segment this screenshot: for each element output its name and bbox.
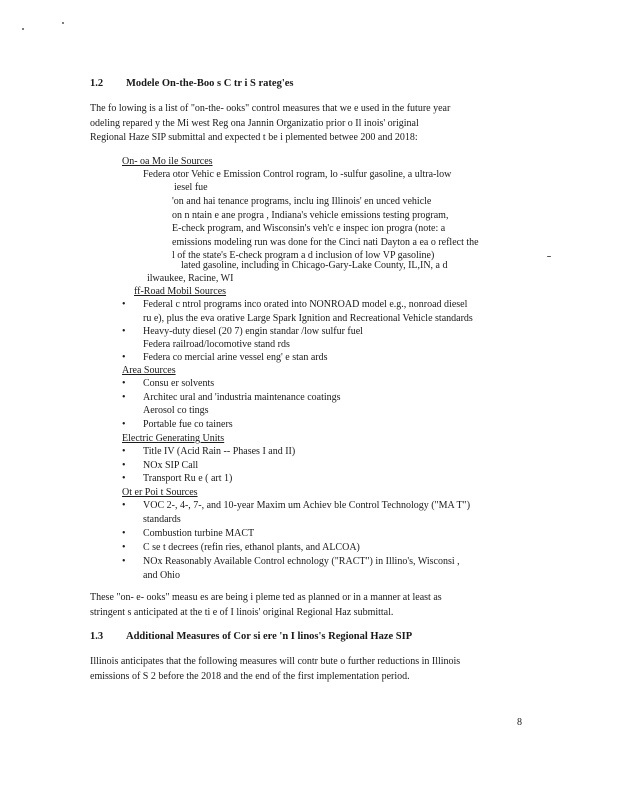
egu-header: Electric Generating Units xyxy=(122,433,225,444)
bullet: • xyxy=(122,542,126,553)
section-number: 1.3 xyxy=(90,631,104,642)
bullet: • xyxy=(122,378,126,389)
onroad-block-rfg xyxy=(181,259,448,273)
page-number: 8 xyxy=(517,717,522,728)
item-line: C se t decrees (refin ries, ethanol plants, and ALCOA) xyxy=(143,542,360,553)
item-line: Federal c ntrol programs inco orated into NONROAD model e.g., nonroad diesel xyxy=(143,299,468,310)
section-heading-1-2 xyxy=(90,78,294,89)
item-line: Transport Ru e ( art 1) xyxy=(143,473,233,484)
paragraph-line: Illinois anticipates that the following measures will contr bute o further reductions in Illinois xyxy=(90,656,461,667)
item-line: NOx SIP Call xyxy=(143,460,199,471)
onroad-block-first xyxy=(143,168,451,182)
bullet: • xyxy=(122,528,126,539)
onroad-line: iesel fue xyxy=(174,182,208,193)
bullet: • xyxy=(122,446,126,457)
bullet: • xyxy=(122,326,126,337)
item-line: ru e), plus the eva orative Large Spark Ignition and Recreational Vehicle standards xyxy=(143,312,473,324)
onroad-block-rest xyxy=(172,195,479,263)
onroad-line: lated gasoline, including in Chicago-Gary-Lake County, IL,IN, a d xyxy=(181,260,448,271)
section-number: 1.2 xyxy=(90,78,104,89)
onroad-line: E-check program, and Wisconsin's veh'c e inspec ion progra (note: a xyxy=(172,223,446,234)
offroad-header: ff-Road Mobil Sources xyxy=(134,286,227,297)
onroad-block-end xyxy=(147,272,233,286)
paragraph-line: Regional Haze SIP submittal and expected t be i plemented betwee 200 and 2018: xyxy=(90,132,418,143)
bullet: • xyxy=(122,460,126,471)
section-title: Modele On-the-Boo s C tr i S rateg'es xyxy=(126,78,294,89)
paragraph-line: emissions of S 2 before the 2018 and the end of the first implementation period. xyxy=(90,670,410,682)
point-header: Ot er Poi t Sources xyxy=(122,487,198,498)
paragraph-line: odeling repared y the Mi west Reg ona Jannin Organizatio prior o Il inois' original xyxy=(90,117,419,129)
item-line: Consu er solvents xyxy=(143,378,215,389)
item-line: Architec ural and 'industria maintenance coatings xyxy=(143,392,341,403)
paragraph-line: These "on- e- ooks" measu es are being i pleme ted as planned or in a manner at least as xyxy=(90,592,442,603)
paragraph-line: The fo lowing is a list of "on-the- ooks" control measures that we e used in the future year xyxy=(90,103,451,114)
scan-speck xyxy=(22,28,24,30)
scan-speck xyxy=(62,22,64,24)
item-line: Heavy-duty diesel (20 7) engin standar /low sulfur fuel xyxy=(143,326,363,337)
onroad-line: ilwaukee, Racine, WI xyxy=(147,273,234,284)
onroad-block-second xyxy=(174,181,208,195)
item-line: Federa co mercial arine vessel eng' e stan ards xyxy=(143,352,328,363)
final-paragraph xyxy=(90,655,530,684)
item-line: Federa railroad/locomotive stand rds xyxy=(143,339,290,350)
item-line: VOC 2-, 4-, 7-, and 10-year Maxim um Achiev ble Control Technology ("MA T") xyxy=(143,500,471,511)
bullet: • xyxy=(122,392,126,403)
bullet: • xyxy=(122,419,126,430)
bullet: • xyxy=(122,473,126,484)
bullet: • xyxy=(122,556,126,567)
bullet: • xyxy=(122,352,126,363)
item-line: Title IV (Acid Rain -- Phases I and II) xyxy=(143,446,296,457)
bullet: • xyxy=(122,500,126,511)
section-heading-1-3 xyxy=(90,631,412,642)
onroad-line: on n ntain e ane progra , Indiana's vehicle emissions testing program, xyxy=(172,209,449,221)
item-line: Aerosol co tings xyxy=(143,405,209,416)
area-header: Area Sources xyxy=(122,365,176,376)
section-title: Additional Measures of Cor si ere 'n I linos's Regional Haze SIP xyxy=(126,631,413,642)
onroad-line: Federa otor Vehic e Emission Control rogram, lo -sulfur gasoline, a ultra-low xyxy=(143,169,452,180)
item-line: standards xyxy=(143,513,181,525)
scan-speck xyxy=(547,256,551,257)
closing-paragraph xyxy=(90,591,530,620)
item-line: and Ohio xyxy=(143,569,180,581)
item-line: Combustion turbine MACT xyxy=(143,528,255,539)
bullet: • xyxy=(122,299,126,310)
onroad-line: l of the state's E-check program a d inclusion of low VP gasoline) xyxy=(172,250,435,261)
onroad-header: On- oa Mo ile Sources xyxy=(122,156,213,167)
intro-paragraph xyxy=(90,102,530,146)
onroad-line: emissions modeling run was done for the Cinci nati Dayton a ea o reflect the xyxy=(172,236,479,248)
item-line: Portable fue co tainers xyxy=(143,419,233,430)
paragraph-line: stringent s anticipated at the ti e of I linois' original Regional Haz submittal. xyxy=(90,606,394,618)
item-line: NOx Reasonably Available Control echnology ("RACT") in Illino's, Wisconsi , xyxy=(143,556,460,567)
onroad-line: 'on and hai tenance programs, inclu ing Illinois' en unced vehicle xyxy=(172,196,432,207)
